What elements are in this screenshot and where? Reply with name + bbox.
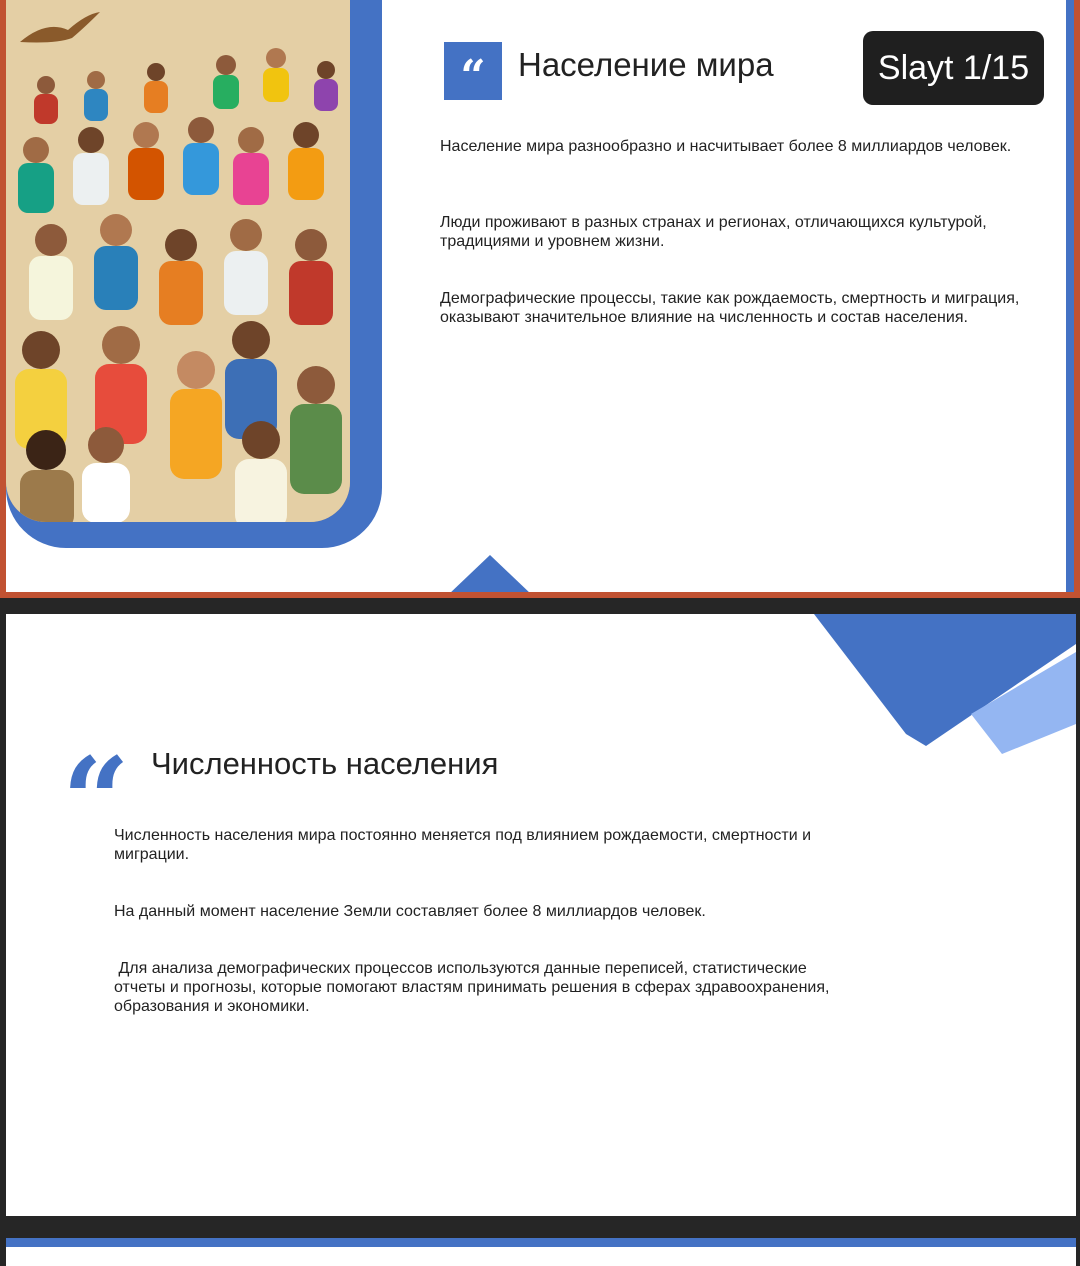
- quote-icon: “: [444, 42, 502, 100]
- bottom-triangle-decoration: [448, 555, 532, 595]
- quote-icon: “: [62, 731, 124, 870]
- slide-1[interactable]: [0, 0, 1080, 598]
- slide-title: Численность населения: [151, 746, 499, 781]
- crowd-illustration: [6, 0, 350, 522]
- photo-container: [6, 0, 382, 548]
- paragraph: На данный момент население Земли составляет более 8 миллиардов человек.: [114, 903, 706, 920]
- slide-counter-badge: Slayt 1/15: [863, 31, 1044, 105]
- slide-title: Население мира: [518, 46, 774, 83]
- top-accent-bar: [6, 1238, 1076, 1247]
- paragraph: Для анализа демографических процессов используются данные переписей, статистические отчеты и прогнозы, которые помогают властям принимать решения в сферах здравоохранения, образования и экономики.: [114, 960, 834, 1015]
- paragraph: Население мира разнообразно и насчитывает более 8 миллиардов человек.: [440, 138, 1012, 155]
- paragraph: Численность населения мира постоянно меняется под влиянием рождаемости, смертности и миграции.: [114, 827, 812, 863]
- paragraph: Демографические процессы, такие как рождаемость, смертность и миграция, оказывают значительное влияние на численность и состав населения.: [440, 290, 1020, 326]
- slide-2[interactable]: [6, 614, 1076, 1216]
- crowd-photo: [6, 0, 350, 522]
- right-accent-bar: [1066, 0, 1074, 592]
- paragraph: Люди проживают в разных странах и регионах, отличающихся культурой, традициями и уровнем жизни.: [440, 214, 987, 250]
- slide-3-preview[interactable]: [6, 1238, 1076, 1266]
